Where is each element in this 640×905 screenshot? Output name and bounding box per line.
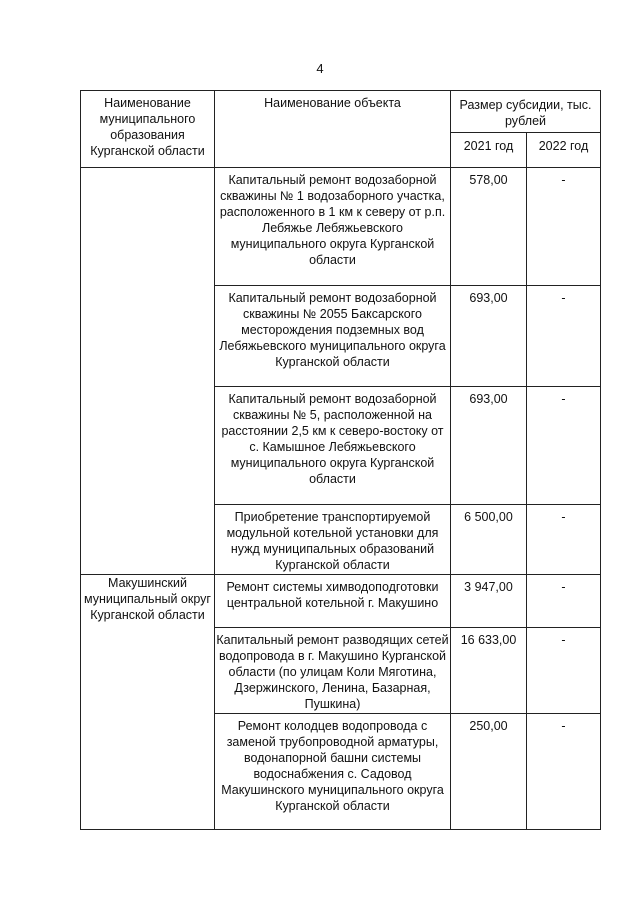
value-2022-cell: - xyxy=(527,387,601,505)
object-cell: Приобретение транспортируемой модульной котельной установки для нужд муниципальных образований Курганской области xyxy=(215,505,451,575)
header-subsidy: Размер субсидии, тыс. рублей xyxy=(451,91,601,133)
municipality-cell: Макушинский муниципальный округ Курганской области xyxy=(81,575,215,830)
subsidy-table xyxy=(80,90,601,830)
object-cell: Капитальный ремонт водозаборной скважины № 1 водозаборного участка, расположенного в 1 км к северу от р.п. Лебяжье Лебяжьевского муниципального округа Курганской области xyxy=(215,168,451,286)
value-2022-cell: - xyxy=(527,505,601,575)
value-2021-cell: 16 633,00 xyxy=(451,628,527,714)
header-year-2022: 2022 год xyxy=(527,133,601,168)
object-cell: Капитальный ремонт разводящих сетей водопровода в г. Макушино Курганской области (по улицам Коли Мяготина, Дзержинского, Ленина, Базарная, Пушкина) xyxy=(215,628,451,714)
value-2022-cell: - xyxy=(527,286,601,387)
value-2022-cell: - xyxy=(527,575,601,628)
value-2021-cell: 6 500,00 xyxy=(451,505,527,575)
value-2022-cell: - xyxy=(527,168,601,286)
value-2021-cell: 693,00 xyxy=(451,286,527,387)
page-number: 4 xyxy=(316,61,324,76)
value-2021-cell: 3 947,00 xyxy=(451,575,527,628)
object-cell: Капитальный ремонт водозаборной скважины № 5, расположенной на расстоянии 2,5 км к северо-востоку от с. Камышное Лебяжьевского муниципального округа Курганской области xyxy=(215,387,451,505)
object-cell: Ремонт колодцев водопровода с заменой трубопроводной арматуры, водонапорной башни системы водоснабжения с. Садовод Макушинского муниципального округа Курганской области xyxy=(215,714,451,830)
table-row xyxy=(81,168,601,286)
header-year-2021: 2021 год xyxy=(451,133,527,168)
value-2022-cell: - xyxy=(527,628,601,714)
table-row xyxy=(81,575,601,628)
header-municipality: Наименование муниципального образования Курганской области xyxy=(81,91,215,168)
object-cell: Капитальный ремонт водозаборной скважины № 2055 Баксарского месторождения подземных вод Лебяжьевского муниципального округа Курганской области xyxy=(215,286,451,387)
header-object: Наименование объекта xyxy=(215,91,451,168)
value-2021-cell: 250,00 xyxy=(451,714,527,830)
value-2022-cell: - xyxy=(527,714,601,830)
object-cell: Ремонт системы химводоподготовки центральной котельной г. Макушино xyxy=(215,575,451,628)
value-2021-cell: 693,00 xyxy=(451,387,527,505)
value-2021-cell: 578,00 xyxy=(451,168,527,286)
table-header-row xyxy=(81,91,601,133)
municipality-cell xyxy=(81,168,215,575)
